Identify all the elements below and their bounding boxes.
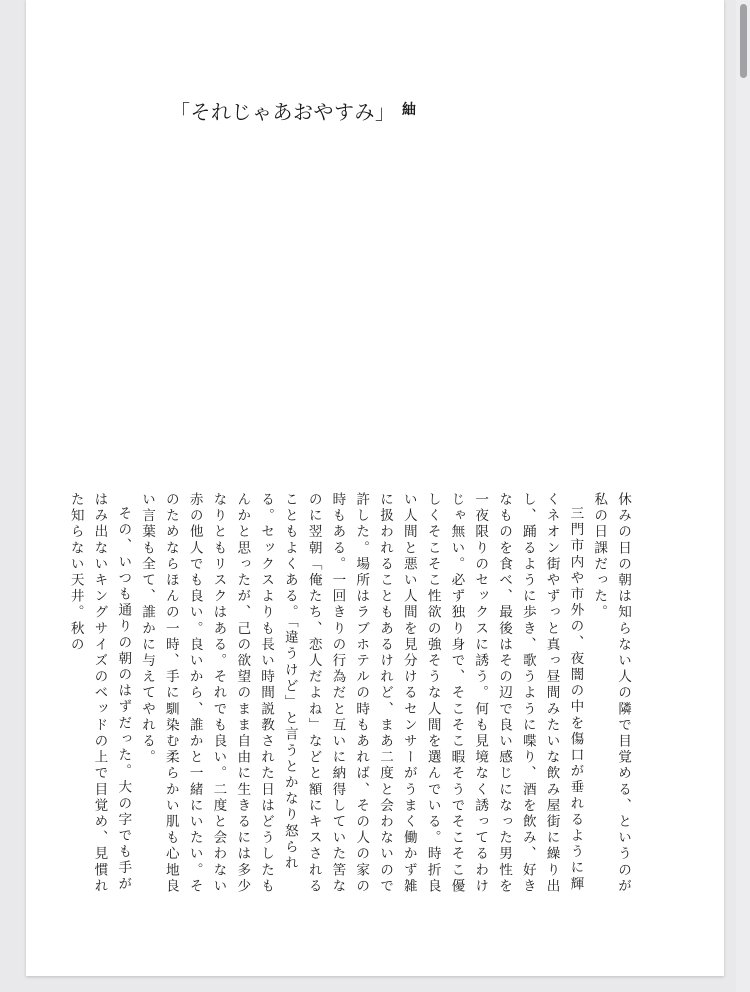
scrollbar-thumb[interactable] xyxy=(740,4,747,78)
paragraph-1: 休みの日の朝は知らない人の隣で目覚める、というのが私の日課だった。 xyxy=(591,492,631,895)
author-name: 紬 xyxy=(402,102,416,118)
paragraph-2: 三門市内や市外の、夜闇の中を傷口が垂れるように輝くネオン街やずっと真っ昼間みたいな飲み屋街に繰り出し、踊るように歩き、歌うように喋り、酒を飲み、好きなものを食べ、最後はその辺で良い感じになった男性を一夜限りのセックスに誘う。何も見境なく誘ってるわけじゃ無い。必ず独り身で、そこそこ暇そうでそこそこ優しくそこそこ性欲の強そうな人間を選んでいる。時折良い人間と悪い人間を見分けるセンサーがうまく働かず雑に扱われることもあるけれど、まあ二度と会わないので許した。場所はラブホテルの時もあれば、その人の家の時もある。一回きりの行為だと互いに納得していた筈なのに翌朝「俺たち、恋人だよね」などと額にキスされることもよくある。「違うけど」と言うとかなり怒られる。セックスよりも長い時間説教された日はどうしたもんかと思ったが、己の欲望のまま自由に生きるには多少なりともリスクはある。それでも良い。二度と会わない赤の他人でも良い。良いから、誰かと一緒にいたい。そのためならほんの一時、手に馴染む柔らかい肌も心地良い言葉も全て、誰かに与えてやれる。 xyxy=(139,492,584,895)
story-body xyxy=(67,492,634,902)
vertical-scrollbar[interactable] xyxy=(736,0,750,992)
paragraph-3: その、いつも通りの朝のはずだった。大の字でも手がはみ出ないキングサイズのベッドの上で目覚め、見慣れた知らない天井。秋の xyxy=(67,492,132,895)
document-page xyxy=(26,0,724,976)
story-title: 「それじゃあおやすみ」 xyxy=(170,100,396,124)
